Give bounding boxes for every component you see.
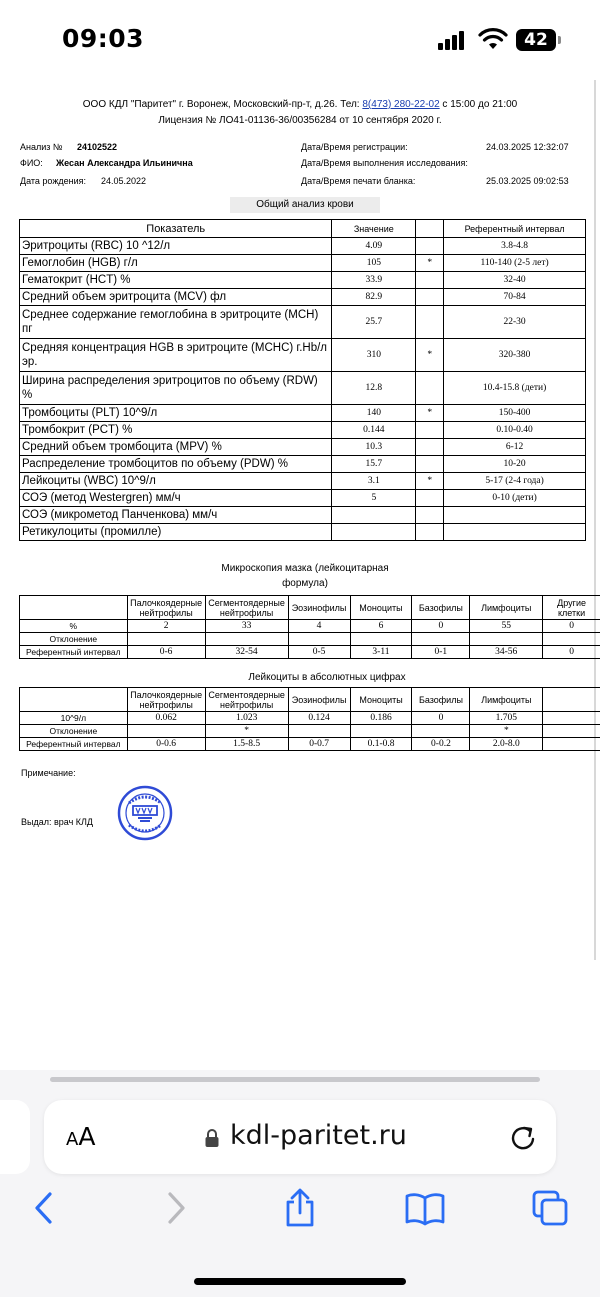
grid-header-cell: Сегментоядерные нейтрофилы <box>205 688 288 712</box>
deviation-flag: * <box>416 473 444 490</box>
analysis-number-label: Анализ № <box>20 142 63 152</box>
grid-cell: 0-6 <box>127 646 205 659</box>
grid-cell: 1.023 <box>205 712 288 725</box>
lock-icon <box>204 1128 220 1148</box>
text-size-button[interactable]: AA <box>66 1122 96 1151</box>
indicator-name: Гематокрит (HCT) % <box>20 272 332 289</box>
indicator-value: 82.9 <box>332 289 416 306</box>
grid-cell: 33 <box>205 620 288 633</box>
grid-cell <box>543 738 600 751</box>
table-row <box>20 456 586 473</box>
grid-cell: * <box>205 725 288 738</box>
col-reference: Референтный интервал <box>444 220 586 238</box>
table-row <box>20 372 586 405</box>
table-row <box>20 405 586 422</box>
grid-cell <box>127 725 205 738</box>
grid-cell: 55 <box>470 620 543 633</box>
table-row <box>20 620 600 633</box>
cbc-table <box>19 219 586 541</box>
reference-interval: 0.10-0.40 <box>444 422 586 439</box>
grid-header-cell: Базофилы <box>412 596 470 620</box>
table-row <box>20 725 600 738</box>
indicator-name: СОЭ (метод Westergren) мм/ч <box>20 490 332 507</box>
row-label: Референтный интервал <box>20 646 128 659</box>
indicator-name: Средняя концентрация HGB в эритроците (MCHC) г.Hb/л эр. <box>20 339 332 372</box>
indicator-value <box>332 507 416 524</box>
indicator-value: 310 <box>332 339 416 372</box>
grid-header-cell: Лимфоциты <box>470 688 543 712</box>
lab-report-document <box>0 70 600 1070</box>
url-text[interactable]: kdl-paritet.ru <box>230 1120 407 1151</box>
section-title: Общий анализ крови <box>230 197 380 213</box>
wifi-icon <box>478 27 508 51</box>
table-row <box>20 255 586 272</box>
indicator-name: Тромбокрит (PCT) % <box>20 422 332 439</box>
grid-cell <box>470 633 543 646</box>
grid-cell: 4 <box>288 620 350 633</box>
issued-label: Выдал: врач КЛД <box>21 817 94 827</box>
table-row <box>20 238 586 255</box>
grid-cell: 0-1 <box>412 646 470 659</box>
reference-interval: 32-40 <box>444 272 586 289</box>
reference-interval: 3.8-4.8 <box>444 238 586 255</box>
reg-value: 24.03.2025 12:32:07 <box>486 142 569 152</box>
micro-title-line1: Микроскопия мазка (лейкоцитарная <box>221 563 389 574</box>
indicator-value: 105 <box>332 255 416 272</box>
grid-cell: 0-5 <box>288 646 350 659</box>
grid-cell <box>127 633 205 646</box>
browser-chrome <box>0 1070 600 1297</box>
grid-header-cell: Базофилы <box>412 688 470 712</box>
grid-cell: 0.062 <box>127 712 205 725</box>
table-row <box>20 712 600 725</box>
table-row <box>20 306 586 339</box>
indicator-value: 140 <box>332 405 416 422</box>
deviation-flag <box>416 289 444 306</box>
indicator-value: 0.144 <box>332 422 416 439</box>
indicator-value: 5 <box>332 490 416 507</box>
indicator-value: 10.3 <box>332 439 416 456</box>
table-row <box>20 422 586 439</box>
reference-interval: 110-140 (2-5 лет) <box>444 255 586 272</box>
grid-cell: 2 <box>127 620 205 633</box>
tabs-icon[interactable] <box>530 1188 570 1228</box>
grid-header-cell: Моноциты <box>350 596 412 620</box>
grid-header-row <box>20 688 600 712</box>
cbc-table-header <box>20 220 586 238</box>
print-value: 25.03.2025 09:02:53 <box>486 176 569 186</box>
table-row <box>20 439 586 456</box>
grid-cell: 0-0.6 <box>127 738 205 751</box>
dob-label: Дата рождения: <box>20 176 86 186</box>
grid-cell <box>543 725 600 738</box>
table-row <box>20 738 600 751</box>
grid-cell <box>543 633 600 646</box>
home-indicator[interactable] <box>194 1278 406 1285</box>
grid-cell: 32-54 <box>205 646 288 659</box>
indicator-value: 3.1 <box>332 473 416 490</box>
address-bar[interactable] <box>44 1100 556 1174</box>
indicator-name: Лейкоциты (WBC) 10^9/л <box>20 473 332 490</box>
grid-header-cell: Эозинофилы <box>288 688 350 712</box>
table-row <box>20 646 600 659</box>
grid-header-row <box>20 596 600 620</box>
grid-cell: 0 <box>543 646 600 659</box>
deviation-flag <box>416 238 444 255</box>
indicator-name: Среднее содержание гемоглобина в эритроците (MCH) пг <box>20 306 332 339</box>
col-value: Значение <box>332 220 416 238</box>
reference-interval: 70-84 <box>444 289 586 306</box>
patient-name: Жесан Александра Ильинична <box>56 158 193 168</box>
reference-interval: 320-380 <box>444 339 586 372</box>
print-label: Дата/Время печати бланка: <box>301 176 416 186</box>
reference-interval: 6-12 <box>444 439 586 456</box>
grid-header-cell: Сегментоядерные нейтрофилы <box>205 596 288 620</box>
grid-header-cell: Лимфоциты <box>470 596 543 620</box>
table-row <box>20 490 586 507</box>
grid-header-cell <box>543 688 600 712</box>
deviation-flag <box>416 272 444 289</box>
indicator-name: Ширина распределения эритроцитов по объему (RDW) % <box>20 372 332 405</box>
share-icon[interactable] <box>280 1188 320 1228</box>
indicator-name: Ретикулоциты (промилле) <box>20 524 332 541</box>
done-label: Дата/Время выполнения исследования: <box>301 158 468 168</box>
indicator-name: Тромбоциты (PLT) 10^9/л <box>20 405 332 422</box>
indicator-name: Распределение тромбоцитов по объему (PDW) % <box>20 456 332 473</box>
reference-interval: 22-30 <box>444 306 586 339</box>
reload-icon[interactable] <box>508 1122 538 1152</box>
grid-cell <box>412 725 470 738</box>
grid-cell <box>412 633 470 646</box>
indicator-value: 25.7 <box>332 306 416 339</box>
indicator-value: 15.7 <box>332 456 416 473</box>
previous-tab-preview[interactable] <box>0 1100 30 1174</box>
grid-cell: 0 <box>412 620 470 633</box>
leukocyte-formula-table <box>19 595 600 659</box>
note-label: Примечание: <box>21 768 76 778</box>
col-flag <box>416 220 444 238</box>
grid-header-cell: Эозинофилы <box>288 596 350 620</box>
table-row <box>20 339 586 372</box>
reference-interval <box>444 524 586 541</box>
grid-cell: 6 <box>350 620 412 633</box>
grid-header-cell <box>20 688 128 712</box>
grid-cell <box>350 633 412 646</box>
grid-cell: 3-11 <box>350 646 412 659</box>
grid-header-cell: Палочкоядерные нейтрофилы <box>127 688 205 712</box>
row-label: 10^9/л <box>20 712 128 725</box>
deviation-flag: * <box>416 255 444 272</box>
lab-header-line1: ООО КДЛ "Паритет" г. Воронеж, Московский-пр-т, д.26. Тел: 8(473) 280-22-02 с 15:00 до 21:00 <box>82 99 518 110</box>
reference-interval: 150-400 <box>444 405 586 422</box>
grid-cell: 0-0.2 <box>412 738 470 751</box>
row-label: Референтный интервал <box>20 738 128 751</box>
reference-interval: 5-17 (2-4 года) <box>444 473 586 490</box>
grid-cell: 0.124 <box>288 712 350 725</box>
grid-cell: * <box>470 725 543 738</box>
grid-cell <box>205 633 288 646</box>
bookmarks-icon[interactable] <box>405 1188 445 1228</box>
forward-icon[interactable] <box>156 1188 196 1228</box>
deviation-flag <box>416 524 444 541</box>
indicator-name: Средний объем тромбоцита (MPV) % <box>20 439 332 456</box>
reference-interval <box>444 507 586 524</box>
battery-icon: 42 <box>516 29 556 51</box>
grid-cell: 1.705 <box>470 712 543 725</box>
grid-cell <box>288 725 350 738</box>
grid-cell <box>350 725 412 738</box>
indicator-value: 12.8 <box>332 372 416 405</box>
table-row <box>20 473 586 490</box>
grid-cell: 0 <box>412 712 470 725</box>
grid-cell: 2.0-8.0 <box>470 738 543 751</box>
status-time: 09:03 <box>62 24 145 53</box>
table-row <box>20 633 600 646</box>
analysis-number: 24102522 <box>77 142 118 152</box>
deviation-flag <box>416 439 444 456</box>
indicator-name: Средний объем эритроцита (MCV) фл <box>20 289 332 306</box>
fio-label: ФИО: <box>20 158 43 168</box>
indicator-value: 33.9 <box>332 272 416 289</box>
phone-link[interactable]: 8(473) 280-22-02 <box>362 99 440 110</box>
grid-cell <box>288 633 350 646</box>
deviation-flag <box>416 490 444 507</box>
grid-cell: 0 <box>543 620 600 633</box>
deviation-flag: * <box>416 405 444 422</box>
indicator-value: 4.09 <box>332 238 416 255</box>
table-row <box>20 272 586 289</box>
grid-cell: 34-56 <box>470 646 543 659</box>
grid-header-cell: Палочкоядерные нейтрофилы <box>127 596 205 620</box>
grid-cell: 0-0.7 <box>288 738 350 751</box>
grid-header-cell: Другие клетки <box>543 596 600 620</box>
indicator-name: Гемоглобин (HGB) г/л <box>20 255 332 272</box>
reference-interval: 10-20 <box>444 456 586 473</box>
abs-title: Лейкоциты в абсолютных цифрах <box>248 672 406 683</box>
indicator-name: Эритроциты (RBC) 10 ^12/л <box>20 238 332 255</box>
reference-interval: 0-10 (дети) <box>444 490 586 507</box>
table-row <box>20 524 586 541</box>
deviation-flag <box>416 422 444 439</box>
deviation-flag <box>416 372 444 405</box>
deviation-flag <box>416 507 444 524</box>
col-indicator: Показатель <box>20 220 332 238</box>
grid-header-cell <box>20 596 128 620</box>
lab-license: Лицензия № ЛО41-01136-36/00356284 от 10 сентября 2020 г. <box>158 115 442 126</box>
grid-header-cell: Моноциты <box>350 688 412 712</box>
deviation-flag <box>416 306 444 339</box>
horizontal-scrollbar[interactable] <box>50 1077 540 1082</box>
grid-cell: 0.186 <box>350 712 412 725</box>
micro-title-line2: формула) <box>282 578 328 589</box>
absolute-leukocytes-table <box>19 687 600 751</box>
indicator-name: СОЭ (микрометод Панченкова) мм/ч <box>20 507 332 524</box>
deviation-flag <box>416 456 444 473</box>
indicator-value <box>332 524 416 541</box>
grid-cell: 0.1-0.8 <box>350 738 412 751</box>
dob-value: 24.05.2022 <box>101 176 147 186</box>
document-edge <box>594 80 596 960</box>
cellular-signal-icon <box>438 30 468 50</box>
table-row <box>20 289 586 306</box>
row-label: Отклонение <box>20 633 128 646</box>
reference-interval: 10.4-15.8 (дети) <box>444 372 586 405</box>
reg-label: Дата/Время регистрации: <box>301 142 408 152</box>
deviation-flag: * <box>416 339 444 372</box>
back-icon[interactable] <box>24 1188 64 1228</box>
table-row <box>20 507 586 524</box>
row-label: Отклонение <box>20 725 128 738</box>
status-bar <box>0 0 600 70</box>
grid-cell <box>543 712 600 725</box>
row-label: % <box>20 620 128 633</box>
grid-cell: 1.5-8.5 <box>205 738 288 751</box>
doctor-stamp-icon <box>117 785 173 841</box>
